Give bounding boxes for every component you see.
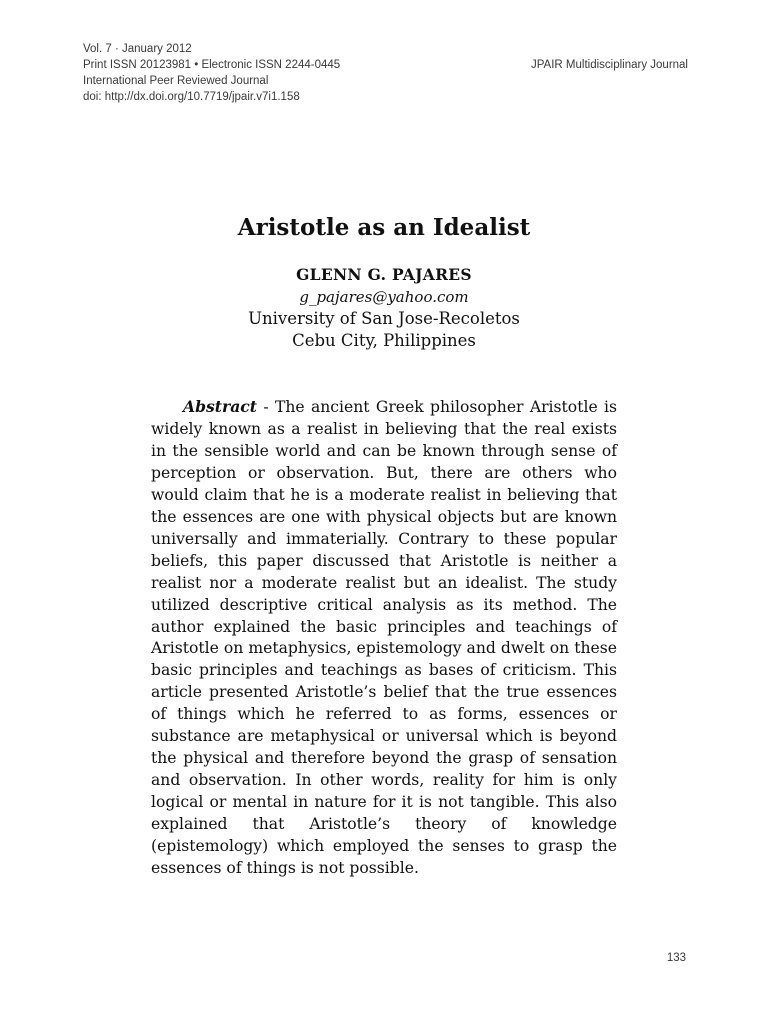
abstract-separator: - bbox=[257, 398, 275, 416]
author-affiliation: University of San Jose-Recoletos bbox=[248, 309, 520, 328]
journal-header-info bbox=[83, 41, 340, 105]
doi-line: doi: http://dx.doi.org/10.7719/jpair.v7i1.158 bbox=[83, 91, 300, 103]
author-block bbox=[0, 264, 768, 352]
abstract bbox=[151, 396, 617, 880]
volume-line: Vol. 7 · January 2012 bbox=[83, 43, 192, 55]
abstract-paragraph bbox=[151, 396, 617, 880]
journal-name: JPAIR Multidisciplinary Journal bbox=[530, 59, 688, 71]
article-title: Aristotle as an Idealist bbox=[237, 214, 531, 241]
author-email: g_pajares@yahoo.com bbox=[299, 288, 469, 306]
abstract-label: Abstract bbox=[183, 397, 258, 416]
author-name: GLENN G. PAJARES bbox=[296, 265, 472, 284]
review-line: International Peer Reviewed Journal bbox=[83, 75, 269, 87]
author-location: Cebu City, Philippines bbox=[292, 331, 476, 350]
abstract-text: The ancient Greek philosopher Aristotle is widely known as a realist in believing that the real exists in the sensible world and can be known through sense of perception or observation. But, there are others who would claim that he is a moderate realist in believing that the essences are one with physical objects but are known universally and immaterially. Contrary to these popular beliefs, this paper discussed that Aristotle is neither a realist nor a moderate realist but an idealist. The study utilized descriptive critical analysis as its method. The author explained the basic principles and teachings of Aristotle on metaphysics, epistemology and dwelt on these basic principles and teachings as bases of criticism. This article presented Aristotle’s belief that the true essences of things which he referred to as forms, essences or substance are metaphysical or universal which is beyond the physical and therefore beyond the grasp of sensation and observation. In other words, reality for him is only logical or mental in nature for it is not tangible. This also explained that Aristotle’s theory of knowledge (epistemology) which employed the senses to grasp the essences of things is not possible. bbox=[151, 398, 617, 878]
issn-line: Print ISSN 20123981 • Electronic ISSN 2244-0445 bbox=[83, 59, 341, 71]
page-number: 133 bbox=[666, 952, 686, 964]
